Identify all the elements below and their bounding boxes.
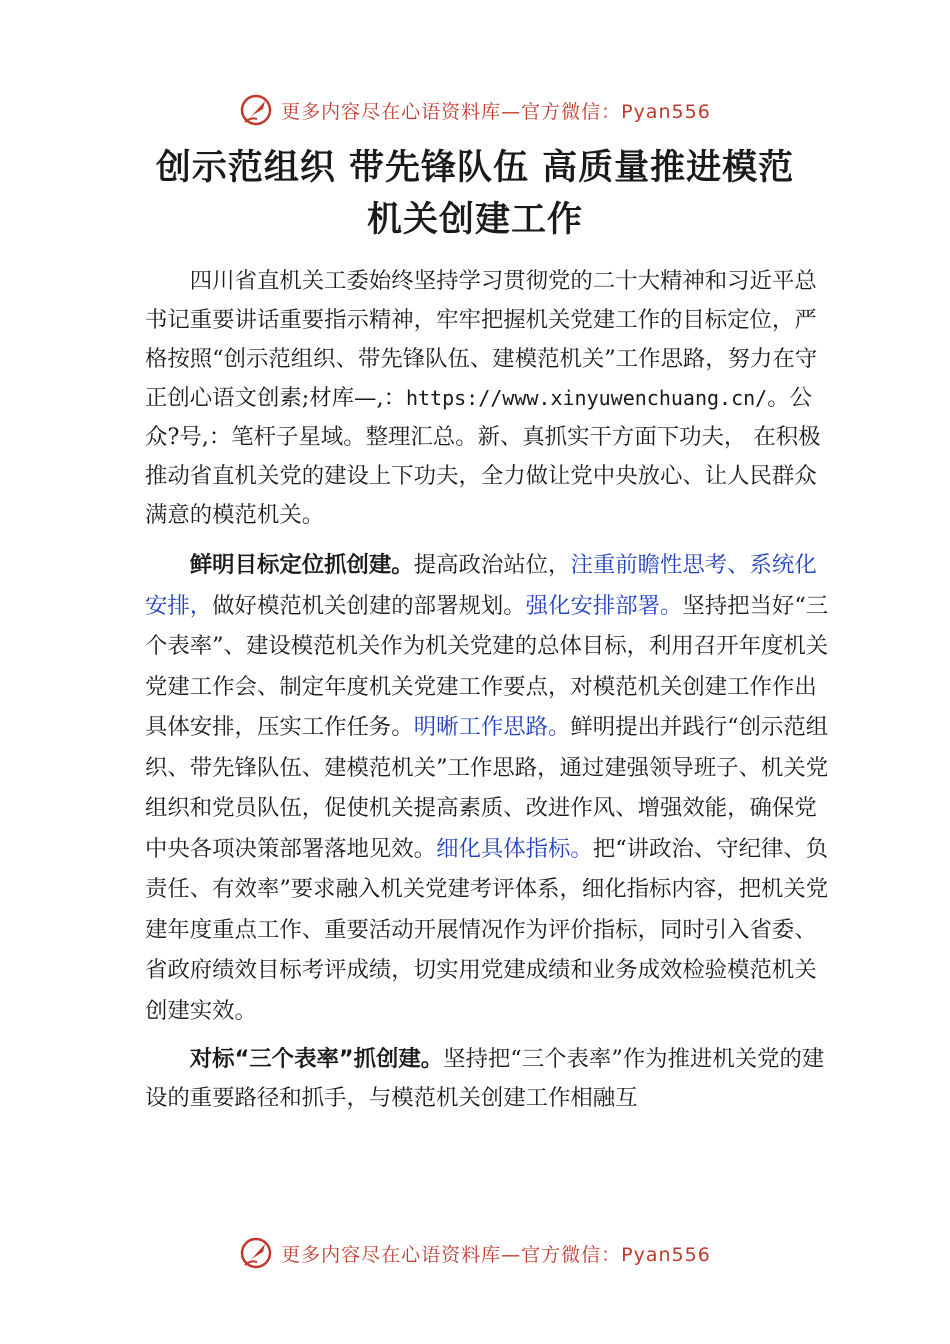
intro-text-1: 四川省直机关工委始终坚持学习贯彻党的二十大精神和习近平总书记重要讲话重要指示精神，牢牢把握机关党建工作的目标定位，严格按照“创示范组织、带先锋队伍、建模范机关”工作思路，努力在守正创心语文创素;材库—,： (145, 268, 818, 411)
section-1-highlight-4: 细化具体指标。 (436, 835, 593, 862)
intro-paragraph (145, 262, 830, 535)
watermark-text: 更多内容尽在心语资料库—官方微信：Pyan556 (281, 1243, 711, 1266)
section-1-text-1: 提高政治站位， (413, 552, 571, 578)
section-1-text-4: 鲜明提出并践行“创示范组织、带先锋队伍、建模范机关”工作思路，通过建强领导班子、机关党组织和党员队伍，促使机关提高素质、改进作风、增强效能，确保党中央各项决策部署落地见效。 (145, 714, 829, 862)
section-1-text-3: 坚持把当好“三个表率”、建设模范机关作为机关党建的总体目标，利用召开年度机关党建工作会、制定年度机关党建工作要点，对模范机关创建工作作出具体安排，压实工作任务。 (145, 592, 829, 740)
section-1-heading: 鲜明目标定位抓创建。 (189, 552, 414, 578)
document-body (145, 262, 830, 1118)
section-2-paragraph (145, 1040, 830, 1118)
section-1-text-5: 把“讲政治、守纪律、负责任、有效率”要求融入机关党建考评体系，细化指标内容，把机关党建年度重点工作、重要活动开展情况作为评价指标，同时引入省委、省政府绩效目标考评成绩，切实用党建成绩和业务成效检验模范机关创建实效。 (145, 835, 829, 1024)
section-2-heading: 对标“三个表率”抓创建。 (189, 1046, 444, 1072)
section-1-highlight-3: 明晰工作思路。 (413, 714, 571, 740)
watermark-footer (0, 1233, 950, 1273)
intro-url: https://www.xinyuwenchuang.cn/ (405, 386, 768, 410)
quill-seal-icon (239, 1236, 273, 1270)
title-line-2: 机关创建工作 (366, 199, 583, 240)
section-1-highlight-2: 强化安排部署。 (525, 592, 683, 619)
section-2-text-1: 坚持把“三个表率”作为推进机关党的建设的重要路径和抓手，与模范机关创建工作相融互 (145, 1046, 825, 1111)
title-line-1: 创示范组织 带先锋队伍 高质量推进模范 (155, 147, 795, 188)
watermark-header (0, 90, 950, 130)
section-1-highlight-1: 注重前瞻性思考、系统化安排， (145, 552, 817, 619)
document-title (60, 142, 890, 246)
watermark-text: 更多内容尽在心语资料库—官方微信：Pyan556 (281, 100, 711, 123)
section-1-paragraph (145, 545, 830, 1031)
section-1-text-2: 做好模范机关创建的部署规划。 (212, 592, 526, 619)
intro-text-2: 。公众?号,：笔杆子星域。整理汇总。新、真抓实干方面下功夫， 在积极推动省直机关党的建设上下功夫，全力做让党中央放心、让人民群众满意的模范机关。 (145, 385, 821, 528)
quill-seal-icon (239, 93, 273, 127)
